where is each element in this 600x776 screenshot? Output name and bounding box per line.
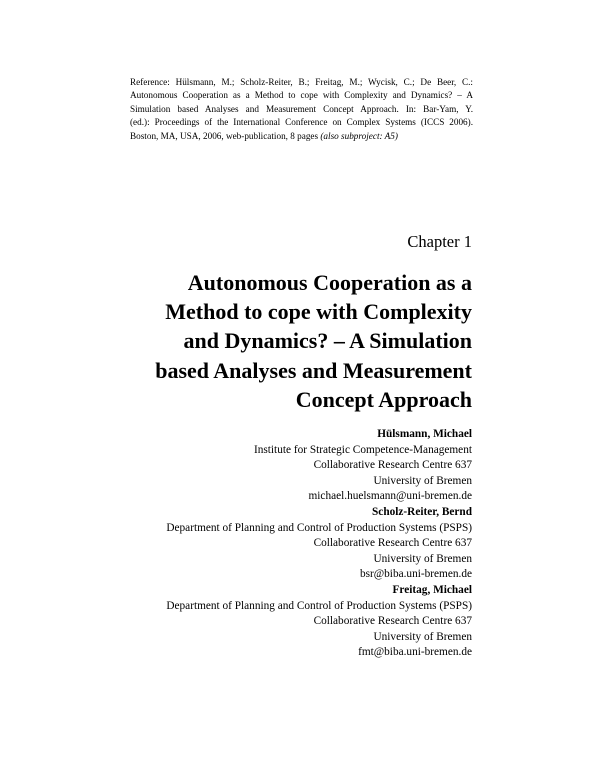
title-line-5: Concept Approach — [295, 386, 472, 412]
reference-subproject-note: (also subproject: A5) — [320, 130, 398, 141]
author-university: University of Bremen — [373, 474, 472, 487]
reference-citation — [130, 76, 473, 143]
reference-line-3: Simulation based Analyses and Measurement Concept Approach. In: Bar-Yam, Y. — [130, 103, 473, 114]
author-name: Freitag, Michael — [392, 583, 472, 596]
author-research-centre: Collaborative Research Centre 637 — [313, 537, 472, 550]
author-name: Hülsmann, Michael — [377, 428, 472, 440]
author-affiliation: Department of Planning and Control of Production Systems (PSPS) — [166, 599, 472, 612]
reference-line-5-text: Boston, MA, USA, 2006, web-publication, 8 pages — [130, 130, 319, 141]
paper-title — [112, 268, 472, 414]
author-university: University of Bremen — [373, 552, 472, 565]
reference-line-5 — [130, 130, 473, 143]
author-research-centre: Collaborative Research Centre 637 — [313, 459, 472, 472]
author-block — [92, 505, 472, 583]
author-email: michael.huelsmann@uni-bremen.de — [308, 490, 472, 503]
author-university: University of Bremen — [373, 630, 472, 643]
reference-line-1: Reference: Hülsmann, M.; Scholz-Reiter, B.; Freitag, M.; Wycisk, C.; De Beer, C.: — [130, 77, 473, 87]
author-name: Scholz-Reiter, Bernd — [372, 505, 472, 518]
author-affiliation: Institute for Strategic Competence-Management — [253, 443, 472, 456]
title-line-1: Autonomous Cooperation as a — [187, 270, 472, 295]
author-list — [92, 427, 472, 661]
author-block — [92, 583, 472, 661]
title-line-3: and Dynamics? – A Simulation — [183, 328, 472, 354]
chapter-label: Chapter 1 — [407, 232, 472, 251]
author-block — [92, 427, 472, 505]
reference-line-2: Autonomous Cooperation as a Method to cope with Complexity and Dynamics? – A — [130, 90, 473, 101]
reference-line-4: (ed.): Proceedings of the International Conference on Complex Systems (ICCS 2006). — [130, 117, 473, 128]
title-line-4: based Analyses and Measurement — [155, 357, 472, 383]
author-research-centre: Collaborative Research Centre 637 — [313, 615, 472, 628]
author-email: bsr@biba.uni-bremen.de — [359, 568, 472, 581]
author-email: fmt@biba.uni-bremen.de — [358, 646, 472, 659]
title-line-2: Method to cope with Complexity — [165, 299, 472, 325]
author-affiliation: Department of Planning and Control of Production Systems (PSPS) — [166, 521, 472, 534]
